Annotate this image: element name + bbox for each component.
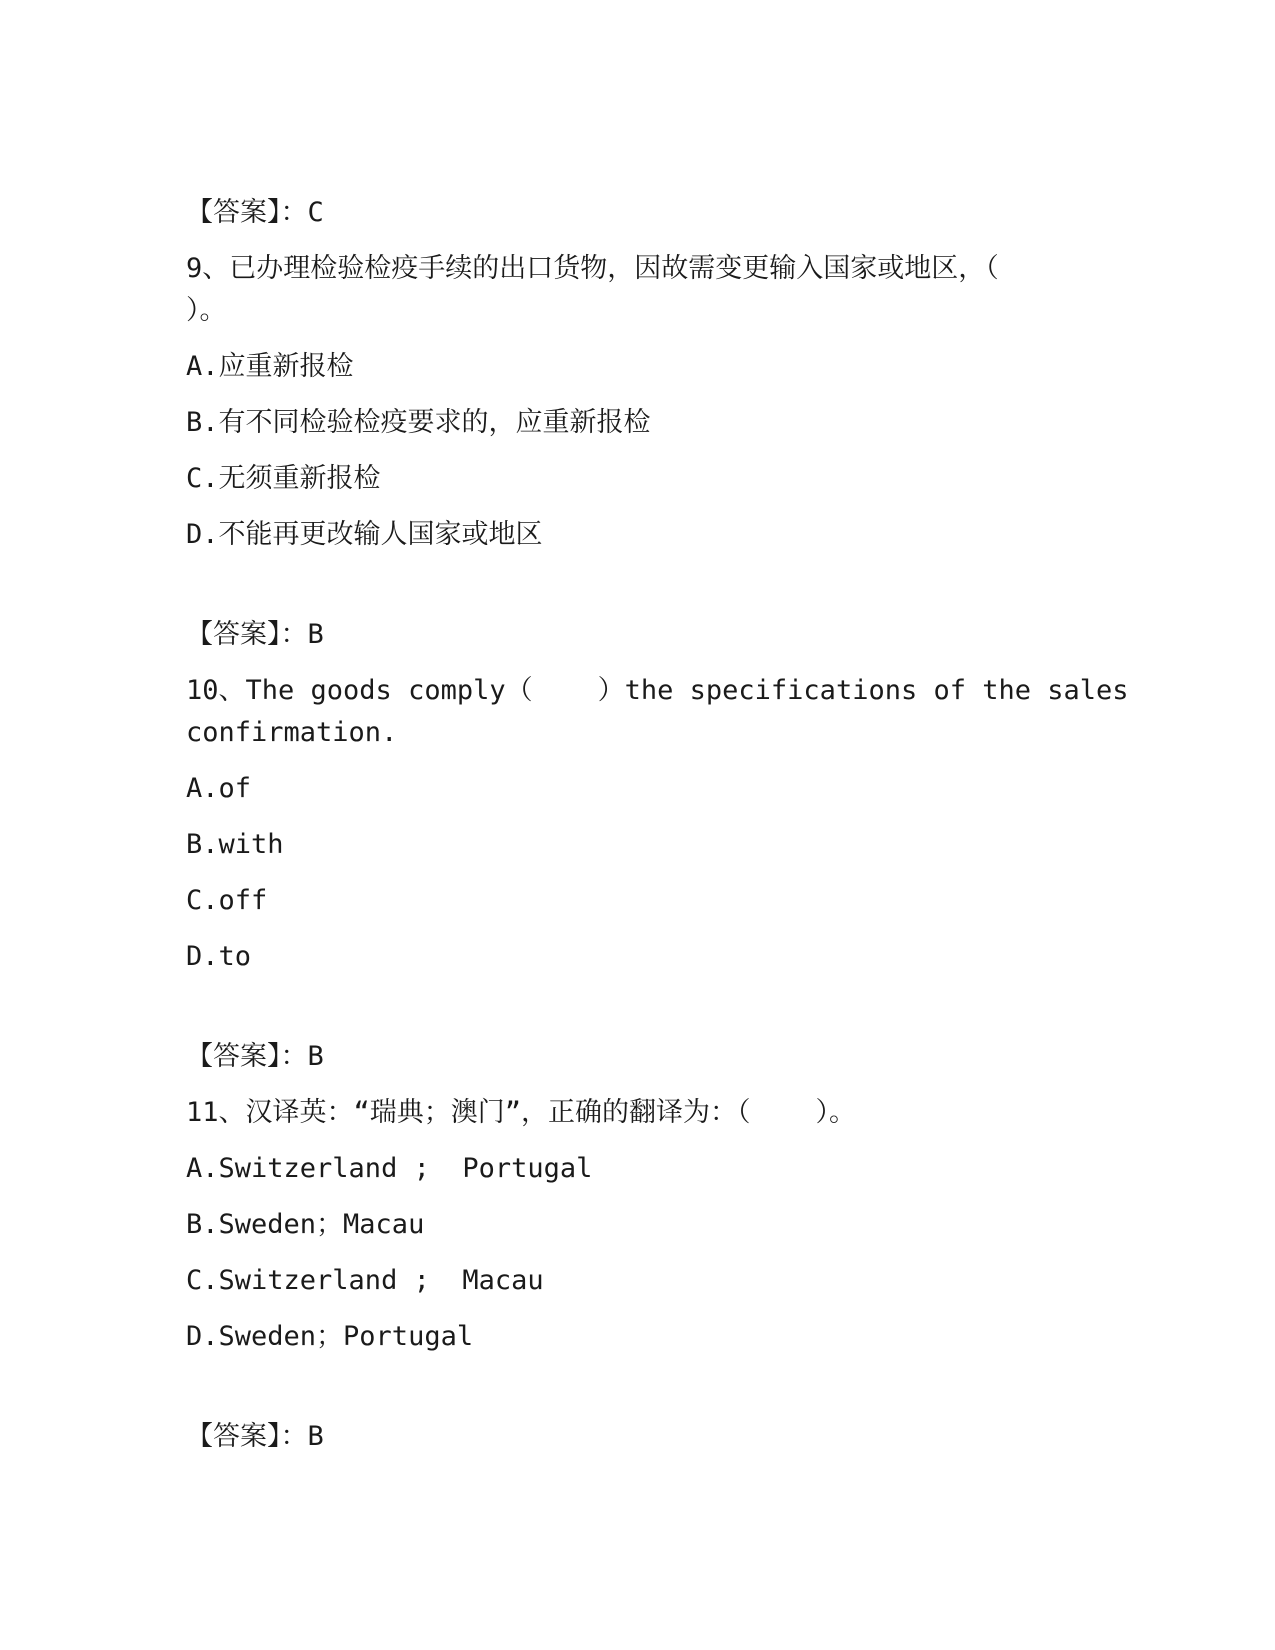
answer-prev: 【答案】：C: [186, 197, 324, 228]
question-9-option-d: D.不能再更改输人国家或地区: [186, 519, 543, 550]
question-10-line2: confirmation.: [186, 717, 398, 748]
question-11-answer: 【答案】：B: [186, 1421, 324, 1452]
question-9-option-b: B.有不同检验检疫要求的，应重新报检: [186, 407, 651, 438]
question-9-option-a: A.应重新报检: [186, 351, 354, 382]
question-9-line1: 9、已办理检验检疫手续的出口货物，因故需变更输入国家或地区，（: [186, 253, 999, 284]
question-10-line1: 10、The goods comply（ ）the specifications of the sales: [186, 675, 1129, 706]
question-11-option-c: C.Switzerland ; Macau: [186, 1265, 544, 1296]
question-11-option-b: B.Sweden；Macau: [186, 1209, 425, 1240]
question-10-option-d: D.to: [186, 941, 252, 972]
question-10-option-a: A.of: [186, 773, 252, 804]
question-11-option-a: A.Switzerland ; Portugal: [186, 1153, 593, 1184]
question-9-option-c: C.无须重新报检: [186, 463, 381, 494]
question-11-option-d: D.Sweden；Portugal: [186, 1321, 474, 1352]
question-9-answer: 【答案】：B: [186, 619, 324, 650]
question-9-line2: ）。: [186, 295, 227, 326]
question-10-option-c: C.off: [186, 885, 268, 916]
question-11-line1: 11、汉译英：“瑞典；澳门”，正确的翻译为：（ ）。: [186, 1097, 857, 1128]
question-10-answer: 【答案】：B: [186, 1041, 324, 1072]
question-10-option-b: B.with: [186, 829, 284, 860]
